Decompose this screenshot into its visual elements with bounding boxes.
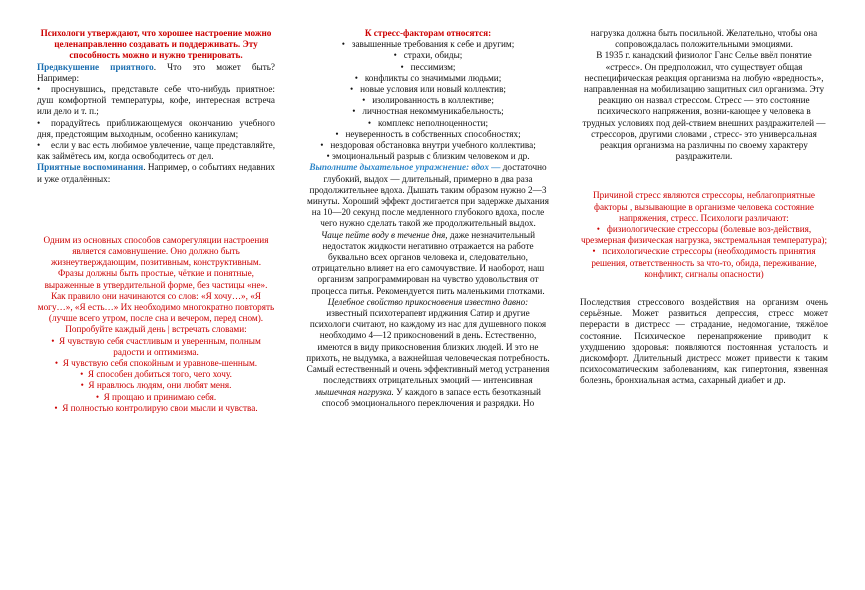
stress-causes-paragraph: Причиной стресс являются стрессоры, неблагоприятные факторы , вызывающие в организме человека состояние напряжения, стресс. Психологи различают: [593, 190, 815, 223]
list-item: • завышенные требования к себе и другим; [341, 39, 515, 50]
water-paragraph [306, 230, 550, 297]
breathing-paragraph [306, 162, 550, 229]
column-left [37, 28, 275, 414]
list-item: • эмоциональный разрыв с близким человеком и др. [326, 151, 530, 162]
bullet-icon: • [80, 380, 84, 391]
bullet-icon: • [51, 335, 55, 346]
bullet-icon: • [393, 50, 397, 61]
list-item: • Я чувствую себя счастливым и уверенным, полным радости и оптимизма. [51, 335, 261, 357]
bullet-icon: • [37, 140, 41, 151]
memories-text: . Например, о событиях недавних и уже отдалённых: [37, 162, 275, 184]
anticipation-text: . Что это может быть? Например: [37, 61, 275, 83]
load-paragraph: нагрузка должна быть посильной. Желательно, чтобы она сопровождалась положительными эмоциями. [590, 28, 818, 50]
list-item: • конфликты со значимыми людьми; [354, 72, 502, 83]
breathing-label: Выполните дыхательное упражнение: вдох — [309, 162, 501, 173]
bullet-icon: • [37, 84, 41, 95]
touch-paragraph [306, 297, 550, 364]
stress-factors-list [306, 39, 550, 162]
anticipation-label: Предвкушение приятного [37, 61, 154, 72]
list-item: • порадуйтесь приближающемуся окончанию учебного дня, предстоящим выходным, особенно каникулам; [37, 117, 275, 139]
list-item: • личностная некоммуникабельность; [352, 106, 504, 117]
bullet-icon: • [400, 61, 404, 72]
anticipation-paragraph [37, 62, 275, 84]
list-item: • физиологические стрессоры (болевые воз-действия, чрезмерная физическая нагрузка, экстремальная температура); [580, 224, 828, 246]
bullet-icon: • [54, 358, 59, 369]
bullet-icon: • [80, 369, 84, 380]
list-item: • Я способен добиться того, чего хочу. [80, 369, 232, 380]
affirmations-list [37, 336, 275, 414]
list-item: • комплекс неполноценности; [367, 117, 489, 128]
consequences-paragraph: Последствия стрессового воздействия на организм очень серьёзные. Может развиться депрессия, стресс может перерасти в дистресс — страдание, недомогание, тяжёлое состояние. Психическое перенапряжение приводит к ухудшению здоровья: появляются постоянная усталость и дискомфорт. Длительный дистресс может привести к таким психосоматическим заболеваниям, как гипертония, язвенная болезнь, бронхиальная астма, сахарный диабет и др. [580, 297, 828, 386]
list-item: • пессимизм; [400, 61, 456, 72]
stressors-list [580, 224, 828, 280]
list-item: • проснувшись, представьте себе что-нибудь приятное: душ комфортной температуры, кофе, интересная встреча или дело и т. п.; [37, 84, 275, 117]
stress-factors-heading: К стресс-факторам относятся: [364, 28, 492, 38]
selye-paragraph: В 1935 г. канадский физиолог Ганс Селье ввёл понятие «стресс». Он предположил, что существует общая неспецифическая реакция организма на любую «вредность», направленная на мобилизацию защитных сил организма. Эту реакцию он назвал стрессом. Стресс — это состояние психического напряжения, возни-кающее у человека в трудных условиях под дей-ствием внешних раздражителей — стрессоров, другими словами , стресс- это универсальная реакция организма на различны по своему характеру раздражители. [582, 50, 826, 162]
memories-label: Приятные воспоминания [37, 162, 144, 173]
bullet-icon: • [341, 39, 345, 50]
list-item: • Я прощаю и принимаю себя. [95, 391, 217, 402]
list-item: • новые условия или новый коллектив; [350, 84, 506, 95]
list-item: • Я нравлюсь людям, они любят меня. [80, 380, 232, 391]
column-right [580, 28, 828, 387]
bullet-icon: • [362, 95, 366, 106]
list-item: • психологические стрессоры (необходимость принятия решения, ответственность за что-то, обида, переживание, конфликт, сигналы опасности) [591, 246, 817, 279]
bullet-icon: • [592, 246, 596, 257]
anticipation-list [37, 84, 275, 162]
bullet-icon: • [95, 391, 100, 402]
greet-line: Попробуйте каждый день | встречать словами: [65, 324, 247, 335]
column-middle [306, 28, 550, 409]
water-text: даже незначительный недостаток жидкости негативно отражается на работе буквально всех органов человека и, следовательно, отрицательно влияет на его самочувствие. И наоборот, наш организм запрограммирован на чувство удовольствия от процесса питья. Рекомендуется пить маленькими глотками. [311, 229, 545, 296]
list-item: • Я чувствую себя спокойным и уравнове-шенным. [54, 358, 258, 369]
list-item: • страхи, обиды; [393, 50, 463, 61]
memories-paragraph [37, 162, 275, 184]
list-item: • нездоровая обстановка внутри учебного коллектива; [320, 140, 536, 151]
bullet-icon: • [335, 128, 339, 139]
list-item: • неуверенность в собственных способностях; [335, 128, 521, 139]
list-item: • изолированность в коллективе; [362, 95, 494, 106]
bullet-icon: • [37, 117, 41, 128]
touch-text: известный психотерапевт ирджиния Сатир и другие психологи считают, но каждому из нас для душевного покоя необходимо 4—12 прикосновений в день. Естественно, имеются в виду прикосновения близких людей. И это не прихоть, не выдумка, а важнейшая человеческая потребность. [306, 308, 550, 363]
bullet-icon: • [596, 224, 601, 235]
touch-label: Целебное свойство прикосновения известно давно: [327, 296, 529, 307]
bullet-icon: • [320, 140, 324, 151]
mood-heading: Психологи утверждают, что хорошее настроение можно целенаправленно создавать и поддерживать. Эту способность можно и нужно тренировать. [40, 28, 272, 61]
bullet-icon: • [352, 106, 356, 117]
list-item: • Я полностью контролирую свои мысли и чувства. [54, 402, 258, 413]
bullet-icon: • [350, 84, 354, 95]
breathing-text: достаточно глубокий, выдох — длительный, примерно в два раза продолжительнее вдоха. Дышать таким образом нужно 2—3 минуты. Хороший эффект достигается при задержке дыхания на 10—20 секунд после медленного глубокого вдоха, после чего нужно сделать такой же продолжительный выдох. [307, 162, 549, 229]
water-label: Чаще пейте воду в течение дня, [320, 229, 448, 240]
bullet-icon: • [367, 117, 372, 128]
exercise-italic: мышечная нагрузка. [315, 386, 394, 397]
bullet-icon: • [354, 72, 358, 83]
bullet-icon: • [54, 402, 58, 413]
exercise-paragraph: Самый естественный и очень эффективный метод устранения последствиях отрицательных эмоций — интенсивная мышечная нагрузка. У каждого в запасе есть безотказный способ эмоционального переключения и разрядки. Но [306, 364, 550, 408]
list-item: • если у вас есть любимое увлечение, чаще представляйте, как займётесь им, когда освободитесь от дел. [37, 140, 275, 162]
self-suggestion-paragraph: Одним из основных способов саморегуляции настроения является самовнушение. Оно должно быть жизнеутверждающим, позитивным, конструктивным. Фразы должны быть простые, чёткие и понятные, выраженные в утвердительной форме, без частицы «не». Как правило они начинаются со слов: «Я хочу…», «Я могу…», «Я есть…» Их необходимо многократно повторять (лучше всего утром, после сна и вечером, перед сном). [37, 234, 275, 324]
